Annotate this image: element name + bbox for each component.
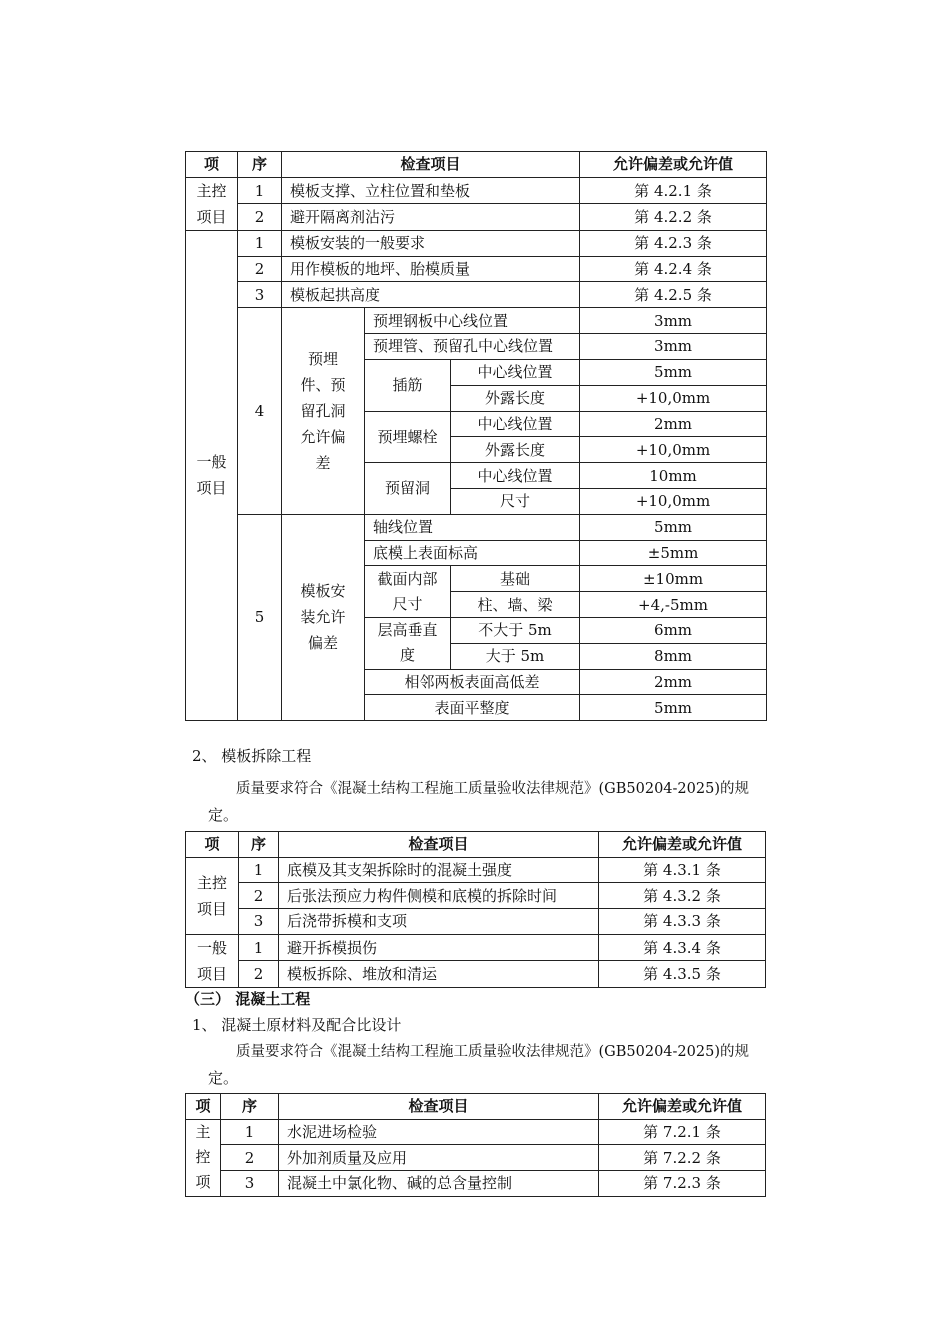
table-row: [186, 909, 766, 935]
row-item: 柱、墙、梁: [451, 592, 580, 618]
table-header-row: [186, 152, 767, 178]
row-value: 2mm: [580, 411, 767, 437]
row-item: 后浇带拆模和支项: [279, 909, 599, 935]
row-item: 中心线位置: [451, 359, 580, 385]
sub-group-jiemian: 截面内部尺寸: [365, 566, 451, 618]
table-row: [186, 177, 767, 204]
header-xu: 序: [239, 832, 279, 858]
row-no: 4: [238, 308, 282, 515]
row-value: 第 4.3.1 条: [599, 857, 766, 883]
row-value: 第 4.3.3 条: [599, 909, 766, 935]
header-xu: 序: [221, 1094, 279, 1120]
row-value: ±10mm: [580, 566, 767, 592]
group-name-embedded: 预埋件、预留孔洞允许偏差: [282, 308, 365, 515]
sub-section-title: 1、 混凝土原材料及配合比设计: [192, 1016, 402, 1034]
row-item: 用作模板的地坪、胎模质量: [282, 256, 580, 282]
row-value: 第 4.3.5 条: [599, 961, 766, 988]
row-no: 3: [221, 1171, 279, 1197]
row-item: 中心线位置: [451, 411, 580, 437]
row-no: 1: [221, 1119, 279, 1145]
row-no: 2: [221, 1145, 279, 1171]
row-value: 第 4.2.1 条: [580, 177, 767, 204]
row-item: 底模上表面标高: [365, 540, 580, 566]
table-row: [186, 282, 767, 308]
row-no: 1: [238, 177, 282, 204]
category-general: 一般项目: [186, 230, 238, 720]
row-value: 第 4.2.5 条: [580, 282, 767, 308]
sub-group-luoshuan: 预埋螺栓: [365, 411, 451, 463]
row-item: 表面平整度: [365, 695, 580, 721]
row-item: 不大于 5m: [451, 617, 580, 643]
row-item: 外露长度: [451, 385, 580, 411]
row-value: 第 4.3.2 条: [599, 883, 766, 909]
table-header-row: [186, 1094, 766, 1120]
row-item: 底模及其支架拆除时的混凝土强度: [279, 857, 599, 883]
table-row: [186, 883, 766, 909]
section-title-concrete: （三） 混凝土工程: [185, 990, 311, 1008]
header-xiang: 项: [186, 1094, 221, 1120]
row-value: 5mm: [580, 359, 767, 385]
row-item: 大于 5m: [451, 643, 580, 669]
sub-group-dong: 预留洞: [365, 463, 451, 515]
row-item: 避开拆模损伤: [279, 934, 599, 961]
row-no: 2: [239, 883, 279, 909]
header-xu: 序: [238, 152, 282, 178]
paragraph-line: 定。: [208, 1069, 239, 1087]
row-item: 水泥进场检验: [279, 1119, 599, 1145]
category-general: 一般项目: [186, 934, 239, 987]
group-name-install: 模板安装允许偏差: [282, 514, 365, 720]
row-value: 第 7.2.2 条: [599, 1145, 766, 1171]
row-item: 外加剂质量及应用: [279, 1145, 599, 1171]
row-value: 5mm: [580, 695, 767, 721]
table-row: [186, 204, 767, 231]
concrete-material-table: [185, 1093, 766, 1197]
row-item: 外露长度: [451, 437, 580, 463]
sub-group-chajin: 插筋: [365, 359, 451, 411]
table-header-row: [186, 832, 766, 858]
row-value: +4,-5mm: [580, 592, 767, 618]
paragraph-line: 质量要求符合《混凝土结构工程施工质量验收法律规范》(GB50204-2025)的规: [236, 781, 749, 797]
row-no: 1: [239, 934, 279, 961]
category-main-control: 主控项目: [186, 177, 238, 230]
row-value: 10mm: [580, 463, 767, 489]
row-no: 2: [238, 256, 282, 282]
row-item: 轴线位置: [365, 514, 580, 540]
row-value: 2mm: [580, 669, 767, 695]
table-row: [186, 256, 767, 282]
row-value: 第 4.2.3 条: [580, 230, 767, 256]
row-item: 避开隔离剂沾污: [282, 204, 580, 231]
row-value: +10,0mm: [580, 437, 767, 463]
row-value: 第 7.2.3 条: [599, 1171, 766, 1197]
paragraph-line: 质量要求符合《混凝土结构工程施工质量验收法律规范》(GB50204-2025)的规: [236, 1044, 749, 1060]
row-value: 3mm: [580, 333, 767, 359]
sub-group-cenggao: 层高垂直度: [365, 617, 451, 669]
header-value: 允许偏差或允许值: [599, 832, 766, 858]
row-item: 尺寸: [451, 488, 580, 514]
row-no: 2: [238, 204, 282, 231]
category-main-control: 主控项目: [186, 857, 239, 934]
header-value: 允许偏差或允许值: [580, 152, 767, 178]
row-value: 3mm: [580, 308, 767, 334]
table-row: [186, 308, 767, 334]
row-value: 第 7.2.1 条: [599, 1119, 766, 1145]
row-value: 第 4.2.2 条: [580, 204, 767, 231]
row-value: 第 4.2.4 条: [580, 256, 767, 282]
table-row: [186, 514, 767, 540]
table-row: [186, 1119, 766, 1145]
table-row: [186, 934, 766, 961]
table-row: [186, 857, 766, 883]
formwork-demolition-table: [185, 831, 766, 988]
row-item: 模板支撑、立柱位置和垫板: [282, 177, 580, 204]
formwork-install-table: [185, 151, 767, 721]
table-row: [186, 1171, 766, 1197]
table-row: [186, 961, 766, 988]
row-item: 基础: [451, 566, 580, 592]
header-item: 检查项目: [279, 832, 599, 858]
row-no: 5: [238, 514, 282, 720]
row-item: 预埋管、预留孔中心线位置: [365, 333, 580, 359]
row-item: 预埋钢板中心线位置: [365, 308, 580, 334]
row-item: 后张法预应力构件侧模和底模的拆除时间: [279, 883, 599, 909]
table-row: [186, 230, 767, 256]
table-row: [186, 1145, 766, 1171]
row-value: +10,0mm: [580, 385, 767, 411]
row-item: 模板安装的一般要求: [282, 230, 580, 256]
paragraph-line: 定。: [208, 806, 239, 824]
row-no: 1: [239, 857, 279, 883]
row-no: 2: [239, 961, 279, 988]
row-no: 3: [239, 909, 279, 935]
header-item: 检查项目: [279, 1094, 599, 1120]
row-item: 中心线位置: [451, 463, 580, 489]
row-value: 8mm: [580, 643, 767, 669]
row-value: ±5mm: [580, 540, 767, 566]
category-main-control: 主控项: [186, 1119, 221, 1196]
header-xiang: 项: [186, 152, 238, 178]
row-value: 6mm: [580, 617, 767, 643]
row-value: 第 4.3.4 条: [599, 934, 766, 961]
row-no: 3: [238, 282, 282, 308]
row-item: 混凝土中氯化物、碱的总含量控制: [279, 1171, 599, 1197]
row-item: 模板起拱高度: [282, 282, 580, 308]
header-xiang: 项: [186, 832, 239, 858]
section-title-demolition: 2、 模板拆除工程: [192, 747, 312, 765]
row-no: 1: [238, 230, 282, 256]
header-value: 允许偏差或允许值: [599, 1094, 766, 1120]
row-value: +10,0mm: [580, 488, 767, 514]
row-value: 5mm: [580, 514, 767, 540]
header-item: 检查项目: [282, 152, 580, 178]
row-item: 模板拆除、堆放和清运: [279, 961, 599, 988]
row-item: 相邻两板表面高低差: [365, 669, 580, 695]
